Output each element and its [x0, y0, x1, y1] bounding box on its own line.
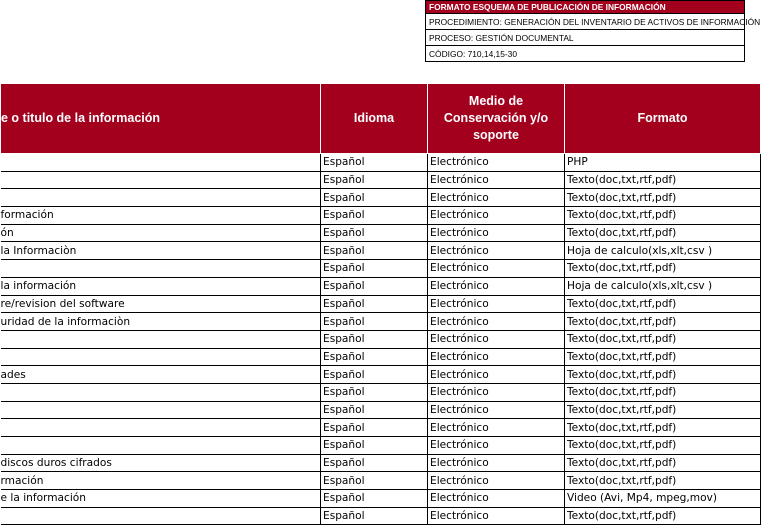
- table-row: [1, 171, 761, 189]
- table-row: [1, 419, 761, 437]
- cell-idioma[interactable]: Español: [321, 277, 428, 295]
- cell-titulo[interactable]: [1, 189, 321, 207]
- column-header-medio[interactable]: Medio de Conservación y/o soporte: [428, 84, 565, 154]
- cell-idioma[interactable]: Español: [321, 472, 428, 490]
- table-row: [1, 330, 761, 348]
- cell-medio[interactable]: Electrónico: [428, 454, 565, 472]
- table-row: [1, 224, 761, 242]
- cell-titulo[interactable]: rmación: [1, 472, 321, 490]
- table-row: [1, 277, 761, 295]
- cell-titulo[interactable]: re/revision del software: [1, 295, 321, 313]
- cell-idioma[interactable]: Español: [321, 260, 428, 278]
- cell-idioma[interactable]: Español: [321, 437, 428, 455]
- cell-formato[interactable]: Texto(doc,txt,rtf,pdf): [565, 295, 761, 313]
- cell-formato[interactable]: PHP: [565, 154, 761, 172]
- table-row: [1, 189, 761, 207]
- column-header-idioma[interactable]: Idioma: [321, 84, 428, 154]
- cell-titulo[interactable]: [1, 437, 321, 455]
- cell-titulo[interactable]: ón: [1, 224, 321, 242]
- document-header-box: [425, 0, 761, 62]
- cell-medio[interactable]: Electrónico: [428, 348, 565, 366]
- cell-formato[interactable]: Texto(doc,txt,rtf,pdf): [565, 383, 761, 401]
- cell-formato[interactable]: Texto(doc,txt,rtf,pdf): [565, 189, 761, 207]
- cell-titulo[interactable]: [1, 507, 321, 525]
- cell-idioma[interactable]: Español: [321, 171, 428, 189]
- cell-medio[interactable]: Electrónico: [428, 260, 565, 278]
- cell-idioma[interactable]: Español: [321, 366, 428, 384]
- cell-formato[interactable]: Texto(doc,txt,rtf,pdf): [565, 472, 761, 490]
- cell-titulo[interactable]: [1, 260, 321, 278]
- cell-formato[interactable]: Texto(doc,txt,rtf,pdf): [565, 171, 761, 189]
- cell-medio[interactable]: Electrónico: [428, 490, 565, 508]
- cell-titulo[interactable]: [1, 154, 321, 172]
- cell-idioma[interactable]: Español: [321, 207, 428, 225]
- cell-idioma[interactable]: Español: [321, 348, 428, 366]
- cell-idioma[interactable]: Español: [321, 330, 428, 348]
- table-row: [1, 154, 761, 172]
- cell-formato[interactable]: Texto(doc,txt,rtf,pdf): [565, 260, 761, 278]
- cell-medio[interactable]: Electrónico: [428, 189, 565, 207]
- cell-medio[interactable]: Electrónico: [428, 437, 565, 455]
- cell-titulo[interactable]: [1, 383, 321, 401]
- cell-medio[interactable]: Electrónico: [428, 154, 565, 172]
- cell-medio[interactable]: Electrónico: [428, 224, 565, 242]
- cell-formato[interactable]: Texto(doc,txt,rtf,pdf): [565, 348, 761, 366]
- table-row: [1, 454, 761, 472]
- cell-titulo[interactable]: formación: [1, 207, 321, 225]
- cell-idioma[interactable]: Español: [321, 242, 428, 260]
- cell-titulo[interactable]: la Informaciòn: [1, 242, 321, 260]
- cell-medio[interactable]: Electrónico: [428, 366, 565, 384]
- cell-titulo[interactable]: [1, 401, 321, 419]
- table-row: [1, 260, 761, 278]
- table-row: [1, 313, 761, 331]
- cell-medio[interactable]: Electrónico: [428, 507, 565, 525]
- cell-titulo[interactable]: [1, 330, 321, 348]
- cell-formato[interactable]: Hoja de calculo(xls,xlt,csv ): [565, 242, 761, 260]
- table-row: [1, 366, 761, 384]
- cell-titulo[interactable]: ades: [1, 366, 321, 384]
- cell-medio[interactable]: Electrónico: [428, 295, 565, 313]
- table-row: [1, 472, 761, 490]
- procedimiento-line: PROCEDIMIENTO: GENERACIÓN DEL INVENTARIO DE ACTIVOS DE INFORMACIÓN: [425, 14, 745, 30]
- table-row: [1, 207, 761, 225]
- cell-medio[interactable]: Electrónico: [428, 401, 565, 419]
- cell-titulo[interactable]: [1, 171, 321, 189]
- cell-idioma[interactable]: Español: [321, 401, 428, 419]
- table-row: [1, 401, 761, 419]
- cell-idioma[interactable]: Español: [321, 154, 428, 172]
- cell-medio[interactable]: Electrónico: [428, 472, 565, 490]
- cell-medio[interactable]: Electrónico: [428, 419, 565, 437]
- cell-idioma[interactable]: Español: [321, 419, 428, 437]
- cell-formato[interactable]: Texto(doc,txt,rtf,pdf): [565, 437, 761, 455]
- column-header-titulo[interactable]: e o titulo de la información: [1, 84, 321, 154]
- cell-idioma[interactable]: Español: [321, 383, 428, 401]
- proceso-line: PROCESO: GESTIÓN DOCUMENTAL: [425, 30, 745, 46]
- codigo-line: CÓDIGO: 710,14,15-30: [425, 46, 745, 62]
- cell-medio[interactable]: Electrónico: [428, 383, 565, 401]
- cell-medio[interactable]: Electrónico: [428, 171, 565, 189]
- cell-formato[interactable]: Texto(doc,txt,rtf,pdf): [565, 224, 761, 242]
- cell-medio[interactable]: Electrónico: [428, 277, 565, 295]
- cell-titulo[interactable]: la información: [1, 277, 321, 295]
- cell-medio[interactable]: Electrónico: [428, 313, 565, 331]
- cell-idioma[interactable]: Español: [321, 313, 428, 331]
- cell-formato[interactable]: Texto(doc,txt,rtf,pdf): [565, 366, 761, 384]
- cell-medio[interactable]: Electrónico: [428, 330, 565, 348]
- format-title: FORMATO ESQUEMA DE PUBLICACIÓN DE INFORMACIÓN: [425, 0, 745, 14]
- table-row: [1, 295, 761, 313]
- cell-formato[interactable]: Video (Avi, Mp4, mpeg,mov): [565, 490, 761, 508]
- cell-titulo[interactable]: discos duros cifrados: [1, 454, 321, 472]
- cell-medio[interactable]: Electrónico: [428, 242, 565, 260]
- table-row: [1, 490, 761, 508]
- cell-medio[interactable]: Electrónico: [428, 207, 565, 225]
- cell-titulo[interactable]: uridad de la informaciòn: [1, 313, 321, 331]
- cell-idioma[interactable]: Español: [321, 490, 428, 508]
- cell-formato[interactable]: Texto(doc,txt,rtf,pdf): [565, 207, 761, 225]
- table-header-row: [1, 84, 761, 154]
- cell-formato[interactable]: Texto(doc,txt,rtf,pdf): [565, 454, 761, 472]
- cell-formato[interactable]: Hoja de calculo(xls,xlt,csv ): [565, 277, 761, 295]
- cell-idioma[interactable]: Español: [321, 454, 428, 472]
- table-row: [1, 507, 761, 525]
- cell-formato[interactable]: Texto(doc,txt,rtf,pdf): [565, 507, 761, 525]
- cell-idioma[interactable]: Español: [321, 507, 428, 525]
- table-row: [1, 383, 761, 401]
- cell-formato[interactable]: Texto(doc,txt,rtf,pdf): [565, 419, 761, 437]
- cell-formato[interactable]: Texto(doc,txt,rtf,pdf): [565, 313, 761, 331]
- cell-titulo[interactable]: [1, 419, 321, 437]
- cell-titulo[interactable]: [1, 348, 321, 366]
- cell-idioma[interactable]: Español: [321, 189, 428, 207]
- table-row: [1, 437, 761, 455]
- cell-titulo[interactable]: e la información: [1, 490, 321, 508]
- cell-idioma[interactable]: Español: [321, 224, 428, 242]
- cell-formato[interactable]: Texto(doc,txt,rtf,pdf): [565, 401, 761, 419]
- table-body: [1, 154, 761, 525]
- inventory-table-container: [0, 83, 740, 525]
- cell-formato[interactable]: Texto(doc,txt,rtf,pdf): [565, 330, 761, 348]
- cell-idioma[interactable]: Español: [321, 295, 428, 313]
- table-row: [1, 242, 761, 260]
- inventory-table: [0, 83, 761, 525]
- column-header-formato[interactable]: Formato: [565, 84, 761, 154]
- table-row: [1, 348, 761, 366]
